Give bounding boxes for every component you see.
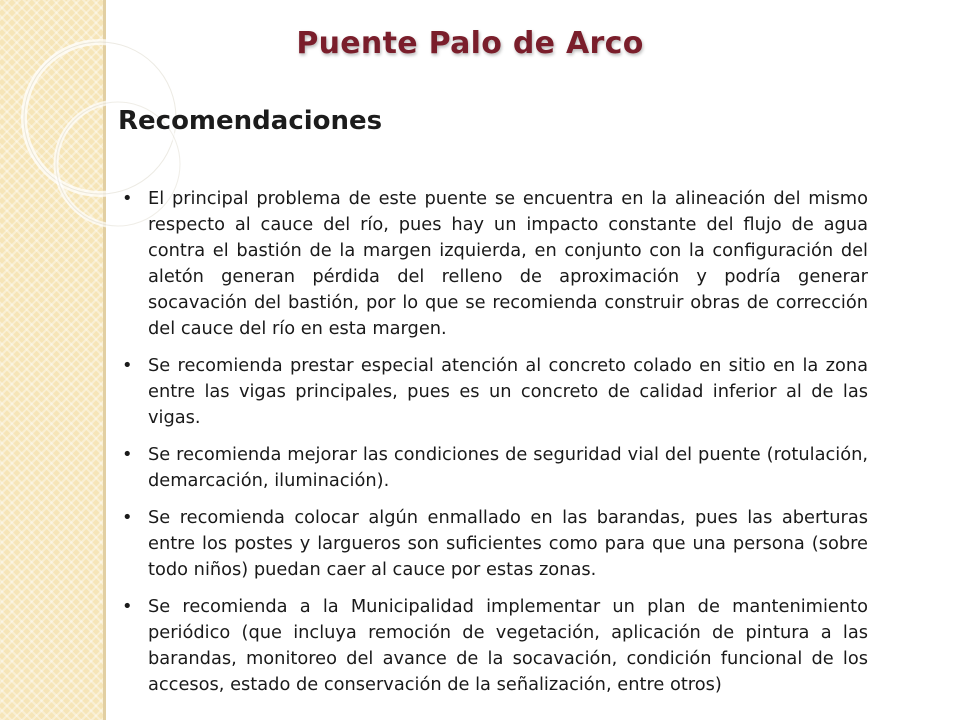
recommendations-list: [116, 186, 868, 709]
bullet-icon: •: [122, 507, 133, 528]
slide-subtitle: Recomendaciones: [118, 106, 383, 136]
list-item: [116, 186, 868, 342]
list-item: [116, 353, 868, 431]
list-item: [116, 505, 868, 583]
bullet-icon: •: [122, 188, 133, 209]
bullet-text: Se recomienda a la Municipalidad implementar un plan de mantenimiento periódico (que incluya remoción de vegetación, aplicación de pintura a las barandas, monitoreo del avance de la socavación, condición funcional de los accesos, estado de conservación de la señalización, entre otros): [148, 596, 868, 695]
bullet-text: Se recomienda prestar especial atención al concreto colado en sitio en la zona entre las vigas principales, pues es un concreto de calidad inferior al de las vigas.: [148, 355, 868, 428]
bullet-icon: •: [122, 444, 133, 465]
slide-title: Puente Palo de Arco: [296, 26, 644, 61]
list-item: [116, 442, 868, 494]
bullet-text: El principal problema de este puente se encuentra en la alineación del mismo respecto al cauce del río, pues hay un impacto constante del flujo de agua contra el bastión de la margen izquierda, en conjunto con la configuración del aletón generan pérdida del relleno de aproximación y podría generar socavación del bastión, por lo que se recomienda construir obras de corrección del cauce del río en esta margen.: [148, 188, 868, 339]
bullet-text: Se recomienda mejorar las condiciones de seguridad vial del puente (rotulación, demarcación, iluminación).: [148, 444, 868, 491]
bullet-icon: •: [122, 355, 133, 376]
bullet-icon: •: [122, 596, 133, 617]
list-item: [116, 594, 868, 698]
bullet-text: Se recomienda colocar algún enmallado en las barandas, pues las aberturas entre los postes y largueros son suficientes como para que una persona (sobre todo niños) puedan caer al cauce por estas zonas.: [148, 507, 868, 580]
